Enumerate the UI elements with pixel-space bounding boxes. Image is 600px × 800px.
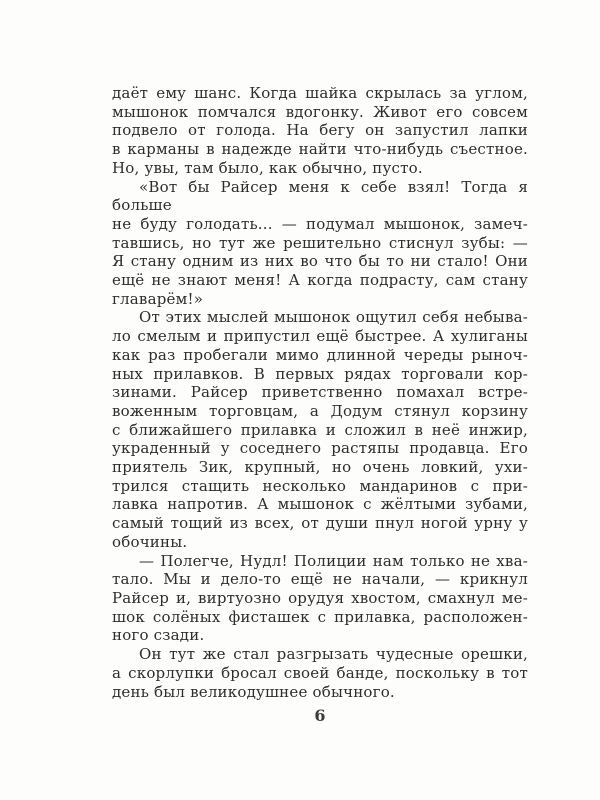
text-line: как раз пробегали мимо длинной череды рыноч-	[112, 345, 528, 364]
text-line: ных прилавков. В первых рядах торговали кор-	[112, 364, 528, 383]
body-text	[112, 84, 528, 701]
text-line: даёт ему шанс. Когда шайка скрылась за углом,	[112, 84, 528, 102]
text-line: Райсер и, виртуозно орудуя хвостом, смахнул ме-	[112, 588, 528, 607]
text-line: день был великодушнее обычного.	[112, 682, 395, 701]
text-line: тало. Мы и дело-то ещё не начали, — крикнул	[112, 570, 528, 589]
paragraph	[112, 308, 528, 551]
text-line: в карманы в надежде найти что-нибудь съестное.	[112, 140, 528, 159]
text-line: Но, увы, там было, как обычно, пусто.	[112, 158, 423, 177]
text-line: воженным торговцам, а Додум стянул корзину	[112, 401, 528, 420]
text-line: обочины.	[112, 532, 188, 551]
text-line: — Полегче, Нудл! Полиции нам только не хва-	[139, 551, 528, 570]
text-line: приятель Зик, крупный, но очень ловкий, ухи-	[112, 458, 528, 477]
text-line: ного сзади.	[112, 626, 205, 645]
text-line: лавка напротив. А мышонок с жёлтыми зубами,	[112, 495, 528, 514]
text-line: мышонок помчался вдогонку. Живот его совсем	[112, 102, 528, 121]
text-line: зинами. Райсер приветственно помахал встре-	[112, 383, 528, 402]
paragraph	[112, 552, 528, 646]
text-line: ло смелым и припустил ещё быстрее. А хулиганы	[112, 327, 528, 346]
paragraph	[112, 645, 528, 701]
text-line: трился стащить несколько мандаринов с при-	[112, 476, 528, 495]
page-number: 6	[314, 706, 326, 725]
text-line: ещё не знают меня! А когда подрасту, сам стану	[112, 271, 528, 290]
text-line: с ближайшего прилавка и сложил в неё инжир,	[112, 420, 528, 439]
text-line: «Вот бы Райсер меня к себе взял! Тогда я больше	[112, 177, 528, 215]
text-line: Он тут же стал разгрызать чудесные орешки,	[139, 645, 528, 664]
text-line: не буду голодать... — подумал мышонок, замеч-	[112, 214, 528, 233]
text-line: подвело от голода. На бегу он запустил лапки	[112, 121, 528, 140]
text-line: самый тощий из всех, от души пнул ногой урну у	[112, 514, 528, 533]
paragraph	[112, 84, 528, 178]
text-line: тавшись, но тут же решительно стиснул зубы: —	[112, 233, 528, 252]
text-line: а скорлупки бросал своей банде, поскольку в тот	[112, 663, 528, 682]
paragraph	[112, 178, 528, 309]
text-line: Я стану одним из них во что бы то ни стало! Они	[112, 252, 528, 271]
text-line: шок солёных фисташек с прилавка, расположен-	[112, 607, 528, 626]
text-line: От этих мыслей мышонок ощутил себя небыва-	[139, 308, 528, 327]
text-line: украденный у соседнего растяпы продавца. Его	[112, 439, 528, 458]
text-line: главарём!»	[112, 289, 204, 308]
